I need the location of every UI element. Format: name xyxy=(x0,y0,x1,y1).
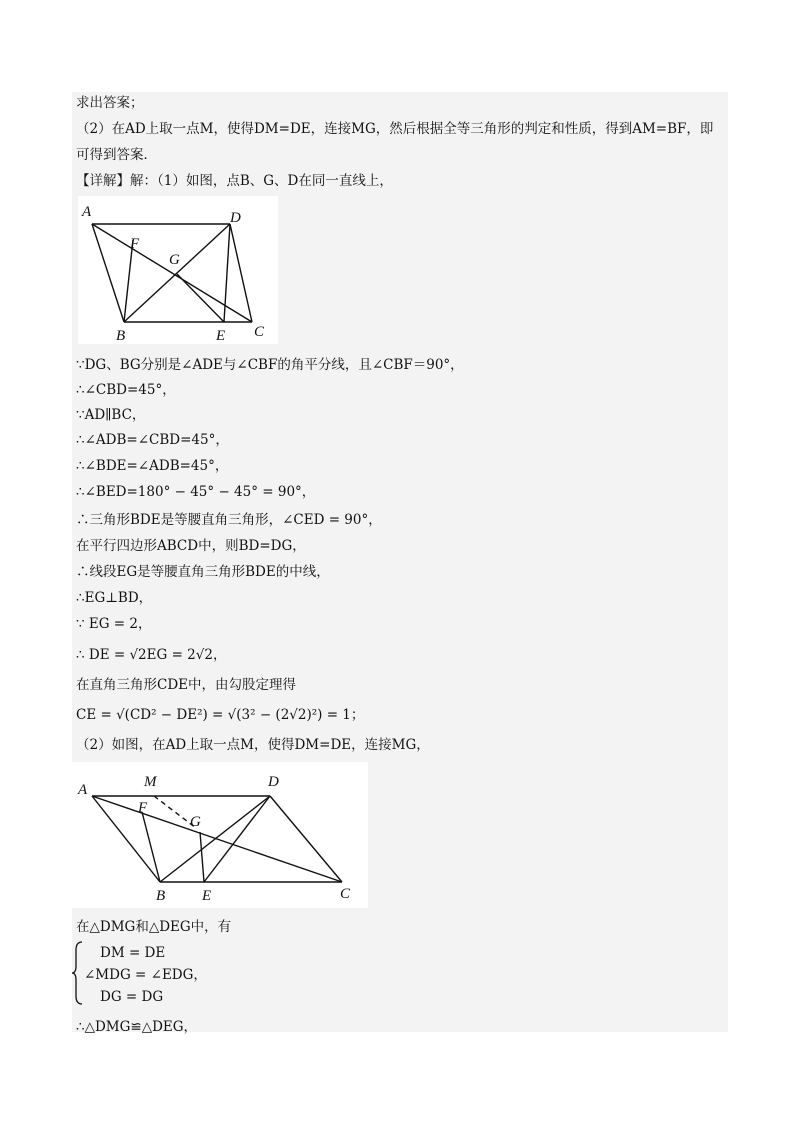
segment-EG xyxy=(200,832,204,882)
text-line: ∴△DMG≌△DEG， xyxy=(76,1019,198,1035)
text-line: ∴线段EG是等腰直角三角形BDE的中线， xyxy=(76,564,330,580)
text-line: ∴∠BED=180° − 45° − 45° = 90°， xyxy=(76,484,316,500)
equation-row: DG = DG xyxy=(100,989,164,1005)
text-line: ∴ DE = √2EG = 2√2， xyxy=(76,647,227,663)
label-D: D xyxy=(268,774,279,790)
text-line: 求出答案； xyxy=(76,95,144,111)
text-line: 在△DMG和△DEG中，有 xyxy=(76,919,232,935)
label-G: G xyxy=(169,252,180,268)
label-C: C xyxy=(254,324,265,340)
equation-row: DM = DE xyxy=(100,945,166,961)
segment-AB xyxy=(92,224,124,322)
segment-DC xyxy=(230,224,252,322)
segment-AC xyxy=(92,796,342,882)
label-A: A xyxy=(82,204,92,220)
text-line: ∵ EG = 2， xyxy=(76,616,152,632)
segment-EG xyxy=(177,274,224,322)
text-line: （2）如图，在AD上取一点M，使得DM=DE，连接MG， xyxy=(76,737,430,753)
label-B: B xyxy=(116,328,126,344)
text-line: 在直角三角形CDE中，由勾股定理得 xyxy=(76,677,297,693)
text-line: 在平行四边形ABCD中，则BD=DG， xyxy=(76,538,306,554)
segment-AC xyxy=(92,224,252,322)
label-A: A xyxy=(78,782,88,798)
label-D: D xyxy=(230,210,241,226)
text-line: ∴∠BDE=∠ADB=45°， xyxy=(76,458,229,474)
label-E: E xyxy=(202,888,212,904)
segment-BD xyxy=(124,224,230,322)
label-M: M xyxy=(144,774,157,790)
text-line: ∵DG、BG分别是∠ADE与∠CBF的角平分线，且∠CBF＝90°， xyxy=(76,357,464,373)
text-line: ∴三角形BDE是等腰直角三角形，∠CED = 90°， xyxy=(76,512,382,528)
segment-BF xyxy=(124,240,133,322)
label-C: C xyxy=(340,886,351,902)
figure-1 xyxy=(78,196,278,344)
label-F: F xyxy=(130,236,140,252)
left-brace xyxy=(72,940,84,1010)
label-E: E xyxy=(216,328,226,344)
text-line: ∵AD∥BC， xyxy=(76,407,146,423)
label-F: F xyxy=(138,800,148,816)
text-line: 【详解】解：（1）如图，点B、G、D在同一直线上， xyxy=(76,173,393,189)
text-line: （2）在AD上取一点M，使得DM=DE，连接MG，然后根据全等三角形的判定和性质，得到AM=BF，即 xyxy=(76,121,714,137)
figure-2 xyxy=(72,762,368,908)
label-G: G xyxy=(190,814,201,830)
segment-BD xyxy=(160,796,270,882)
segment-AB xyxy=(92,796,160,882)
label-B: B xyxy=(156,888,166,904)
text-line: ∴∠CBD=45°， xyxy=(76,382,176,398)
equation-row: ∠MDG = ∠EDG， xyxy=(84,967,207,983)
text-line: CE = √(CD² − DE²) = √(3² − (2√2)²) = 1； xyxy=(76,707,365,723)
text-line: ∴∠ADB=∠CBD=45°， xyxy=(76,432,229,448)
text-line: 可得到答案． xyxy=(76,147,157,163)
text-line: ∴EG⊥BD， xyxy=(76,590,153,606)
